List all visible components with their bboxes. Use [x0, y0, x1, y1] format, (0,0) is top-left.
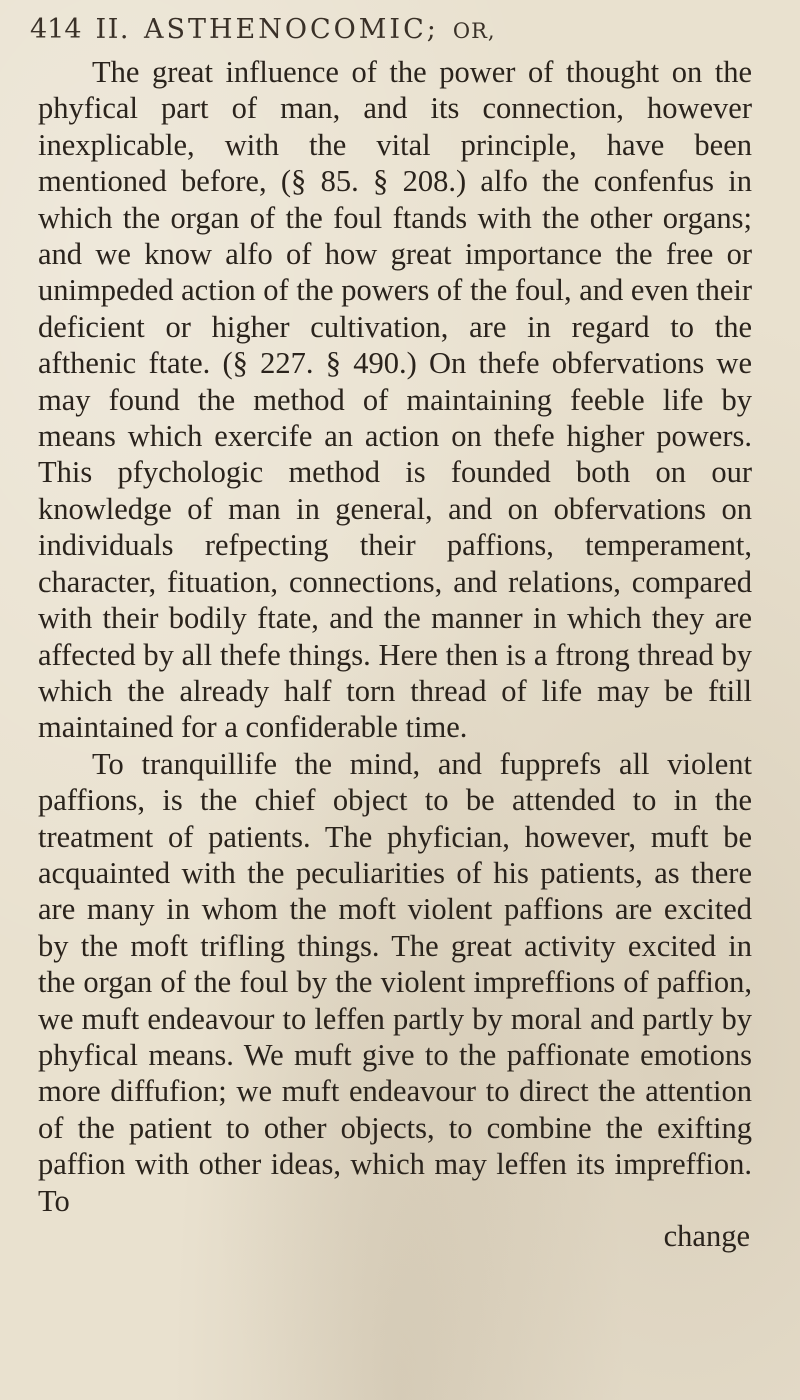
paragraph: To tranquillife the mind, and fupprefs all violent paffions, is the chief object to be attended to in the treatment of patients. The phyfician, however, muft be acquainted with the peculiarities of his patients, as there are many in whom the moft violent paffions are excited by the moft trifling things. The great activity excited in the organ of the foul by the violent impreffions of paffion, we muft endeavour to leffen partly by moral and partly by phyfical means. We muft give to the paffionate emotions more diffufion; we muft endeavour to direct the attention of the patient to other objects, to combine the exifting paffion with other ideas, which may leffen its impreffion. To	[38, 746, 752, 1218]
body-text	[30, 54, 760, 1219]
running-title: ASTHENOCOMIC;	[143, 14, 439, 45]
paragraph: The great influence of the power of thought on the phyfical part of man, and its connection, however inexplicable, with the vital principle, have been mentioned before, (§ 85. § 208.) alfo the confenfus in which the organ of the foul ftands with the other organs; and we know alfo of how great importance the free or unimpeded action of the powers of the foul, and even their deficient or higher cultivation, are in regard to the afthenic ftate. (§ 227. § 490.) On thefe obfervations we may found the method of maintaining feeble life by means which exercife an action on thefe higher powers. This pfychologic method is founded both on our knowledge of man in general, and on obfervations on individuals refpecting their paffions, temperament, character, fituation, connections, and relations, compared with their bodily ftate, and the manner in which they are affected by all thefe things. Here then is a ftrong thread by which the already half torn thread of life may be ftill maintained for a confiderable time.	[38, 55, 752, 745]
running-head	[30, 14, 760, 54]
running-title-conjunction: OR,	[452, 19, 496, 43]
catchword: change	[663, 1219, 750, 1253]
section-number: II.	[95, 14, 130, 45]
page-number: 414	[30, 14, 82, 45]
